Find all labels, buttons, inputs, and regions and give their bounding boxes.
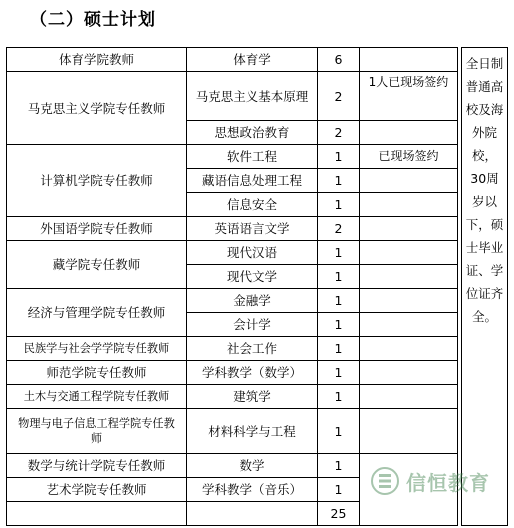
table-row [7, 48, 508, 72]
count-cell: 1 [318, 265, 360, 289]
note-cell [360, 265, 458, 289]
major-cell: 思想政治教育 [187, 121, 318, 145]
major-cell: 数学 [187, 454, 318, 478]
department-cell: 外国语学院专任教师 [7, 217, 187, 241]
department-cell: 民族学与社会学学院专任教师 [7, 337, 187, 361]
count-cell: 1 [318, 385, 360, 409]
major-cell: 学科教学（音乐） [187, 478, 318, 502]
total-major-cell [187, 502, 318, 526]
major-cell: 软件工程 [187, 145, 318, 169]
count-cell: 1 [318, 289, 360, 313]
department-cell: 经济与管理学院专任教师 [7, 289, 187, 337]
major-cell: 会计学 [187, 313, 318, 337]
total-count-cell: 25 [318, 502, 360, 526]
note-cell [360, 385, 458, 409]
note-cell [360, 313, 458, 337]
major-cell: 社会工作 [187, 337, 318, 361]
department-cell: 体育学院教师 [7, 48, 187, 72]
count-cell: 1 [318, 169, 360, 193]
note-cell [360, 217, 458, 241]
note-cell [360, 289, 458, 313]
table-row [7, 217, 508, 241]
department-cell: 马克思主义学院专任教师 [7, 72, 187, 145]
major-cell: 学科教学（数学） [187, 361, 318, 385]
department-cell: 师范学院专任教师 [7, 361, 187, 385]
count-cell: 1 [318, 478, 360, 502]
count-cell: 2 [318, 72, 360, 121]
note-cell [360, 121, 458, 145]
watermark-logo-icon [370, 466, 400, 496]
note-cell [360, 361, 458, 385]
note-cell [360, 241, 458, 265]
table-row [7, 385, 508, 409]
count-cell: 2 [318, 121, 360, 145]
table-row [7, 409, 508, 454]
department-cell: 土木与交通工程学院专任教师 [7, 385, 187, 409]
note-cell [360, 409, 458, 454]
department-cell: 物理与电子信息工程学院专任教师 [7, 409, 187, 454]
major-cell: 马克思主义基本原理 [187, 72, 318, 121]
department-cell: 藏学院专任教师 [7, 241, 187, 289]
major-cell: 现代文学 [187, 265, 318, 289]
major-cell: 藏语信息处理工程 [187, 169, 318, 193]
note-cell: 1人已现场签约 [360, 72, 458, 121]
department-cell: 计算机学院专任教师 [7, 145, 187, 217]
count-cell: 1 [318, 241, 360, 265]
watermark [370, 466, 490, 496]
requirements-note: 全日制普通高校及海外院校，30周岁以下，硕士毕业证、学位证齐全。 [462, 48, 508, 526]
total-row [7, 502, 508, 526]
count-cell: 6 [318, 48, 360, 72]
department-cell: 数学与统计学院专任教师 [7, 454, 187, 478]
major-cell: 信息安全 [187, 193, 318, 217]
note-cell [360, 193, 458, 217]
table-row [7, 241, 508, 265]
department-cell: 艺术学院专任教师 [7, 478, 187, 502]
table-row [7, 361, 508, 385]
table-row [7, 289, 508, 313]
total-label-cell [7, 502, 187, 526]
count-cell: 1 [318, 454, 360, 478]
count-cell: 1 [318, 337, 360, 361]
table-row [7, 72, 508, 121]
table-row [7, 337, 508, 361]
major-cell: 金融学 [187, 289, 318, 313]
master-plan-table [6, 47, 508, 526]
major-cell: 材料科学与工程 [187, 409, 318, 454]
count-cell: 1 [318, 193, 360, 217]
section-heading: （二）硕士计划 [30, 10, 156, 30]
count-cell: 1 [318, 409, 360, 454]
note-cell: 已现场签约 [360, 145, 458, 169]
count-cell: 1 [318, 145, 360, 169]
note-cell [360, 48, 458, 72]
major-cell: 体育学 [187, 48, 318, 72]
major-cell: 英语语言文学 [187, 217, 318, 241]
note-cell [360, 169, 458, 193]
table-row [7, 145, 508, 169]
note-cell [360, 337, 458, 361]
watermark-text: 信恒教育 [406, 470, 490, 495]
count-cell: 1 [318, 313, 360, 337]
count-cell: 2 [318, 217, 360, 241]
count-cell: 1 [318, 361, 360, 385]
total-note-cell [360, 502, 458, 526]
major-cell: 现代汉语 [187, 241, 318, 265]
major-cell: 建筑学 [187, 385, 318, 409]
